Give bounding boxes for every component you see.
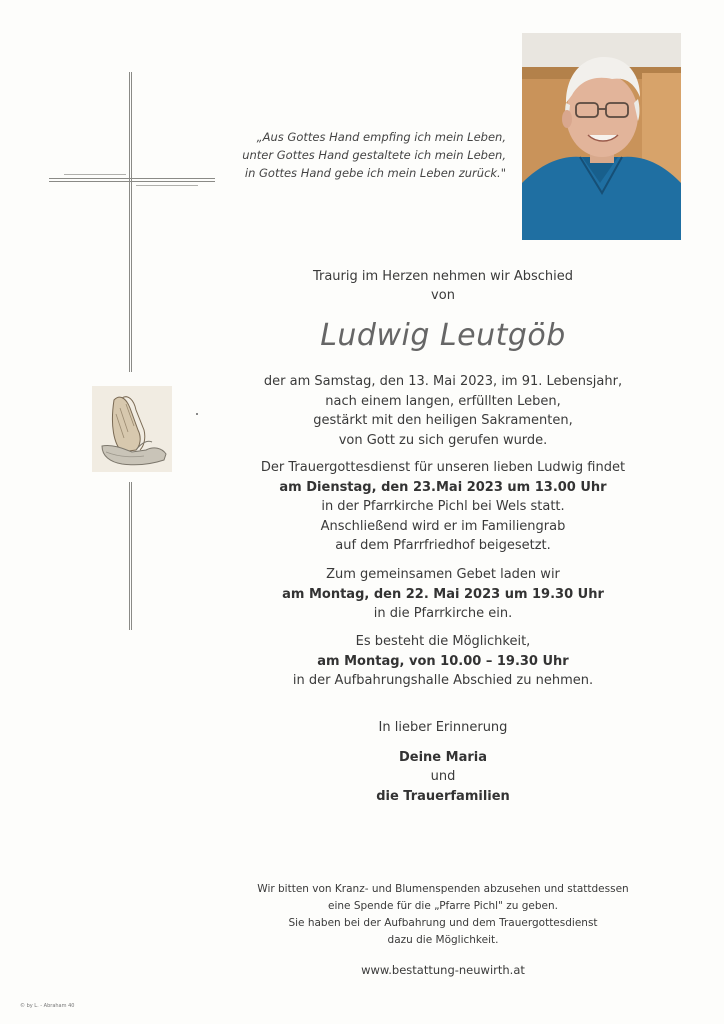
prayer-line: in die Pfarrkirche ein.: [373, 606, 513, 621]
signoff-line: In lieber Erinnerung: [378, 720, 508, 735]
prayer-line: Zum gemeinsamen Gebet laden wir: [326, 567, 560, 582]
death-notice-line: der am Samstag, den 13. Mai 2023, im 91. Lebensjahr,: [263, 374, 623, 389]
quote: [236, 128, 506, 182]
website-link[interactable]: www.bestattung-neuwirth.at: [361, 963, 525, 977]
signoff-name: Deine Maria: [398, 749, 487, 765]
viewing-info: [230, 632, 656, 691]
death-notice-line: nach einem langen, erfüllten Leben,: [325, 393, 561, 409]
death-notice-line: gestärkt mit den heiligen Sakramenten,: [313, 413, 573, 428]
footer-line: Wir bitten von Kranz- und Blumenspenden abzusehen und stattdessen: [257, 883, 629, 895]
footer-line: Sie haben bei der Aufbahrung und dem Trauergottesdienst: [288, 917, 598, 929]
cross-icon: [129, 72, 132, 630]
cross-crossbar-accent: [64, 174, 126, 175]
portrait-photo: [522, 33, 681, 240]
cross-crossbar-accent: [136, 185, 198, 186]
footer-note: [230, 881, 656, 949]
viewing-line: in der Aufbahrungshalle Abschied zu nehmen.: [292, 673, 594, 688]
funeral-line: Anschließend wird er im Familiengrab: [320, 518, 566, 534]
death-notice: [230, 372, 656, 450]
intro-line: von: [431, 288, 455, 303]
viewing-date: am Montag, von 10.00 – 19.30 Uhr: [317, 653, 569, 669]
signoff: [230, 718, 656, 806]
intro-text: [230, 267, 656, 305]
viewing-line: Es besteht die Möglichkeit,: [355, 634, 531, 649]
prayer-info: [230, 565, 656, 624]
quote-line: „Aus Gottes Hand empfing ich mein Leben,: [256, 130, 506, 144]
decorative-dot: [196, 413, 198, 415]
funeral-info: [230, 458, 656, 556]
signoff-conj: und: [430, 769, 456, 784]
praying-hands-icon: [92, 386, 172, 472]
signoff-name: die Trauerfamilien: [376, 788, 510, 804]
footer-line: eine Spende für die „Pfarre Pichl" zu geben.: [328, 900, 558, 912]
prayer-date: am Montag, den 22. Mai 2023 um 19.30 Uhr: [282, 586, 604, 602]
cross-crossbar: [49, 178, 215, 182]
funeral-line: in der Pfarrkirche Pichl bei Wels statt.: [321, 499, 565, 514]
intro-line: Traurig im Herzen nehmen wir Abschied: [312, 269, 574, 284]
funeral-line: auf dem Pfarrfriedhof beigesetzt.: [335, 538, 551, 553]
print-code: © by L. - Abraham 40: [20, 1003, 75, 1009]
funeral-line: Der Trauergottesdienst für unseren lieben Ludwig findet: [260, 460, 626, 475]
death-notice-line: von Gott zu sich gerufen wurde.: [338, 432, 548, 448]
deceased-name: Ludwig Leutgöb: [320, 318, 566, 353]
quote-line: unter Gottes Hand gestaltete ich mein Leben,: [242, 148, 506, 162]
quote-line: in Gottes Hand gebe ich mein Leben zurück.": [244, 166, 506, 180]
footer-line: dazu die Möglichkeit.: [387, 934, 499, 946]
funeral-date: am Dienstag, den 23.Mai 2023 um 13.00 Uhr: [279, 479, 607, 495]
